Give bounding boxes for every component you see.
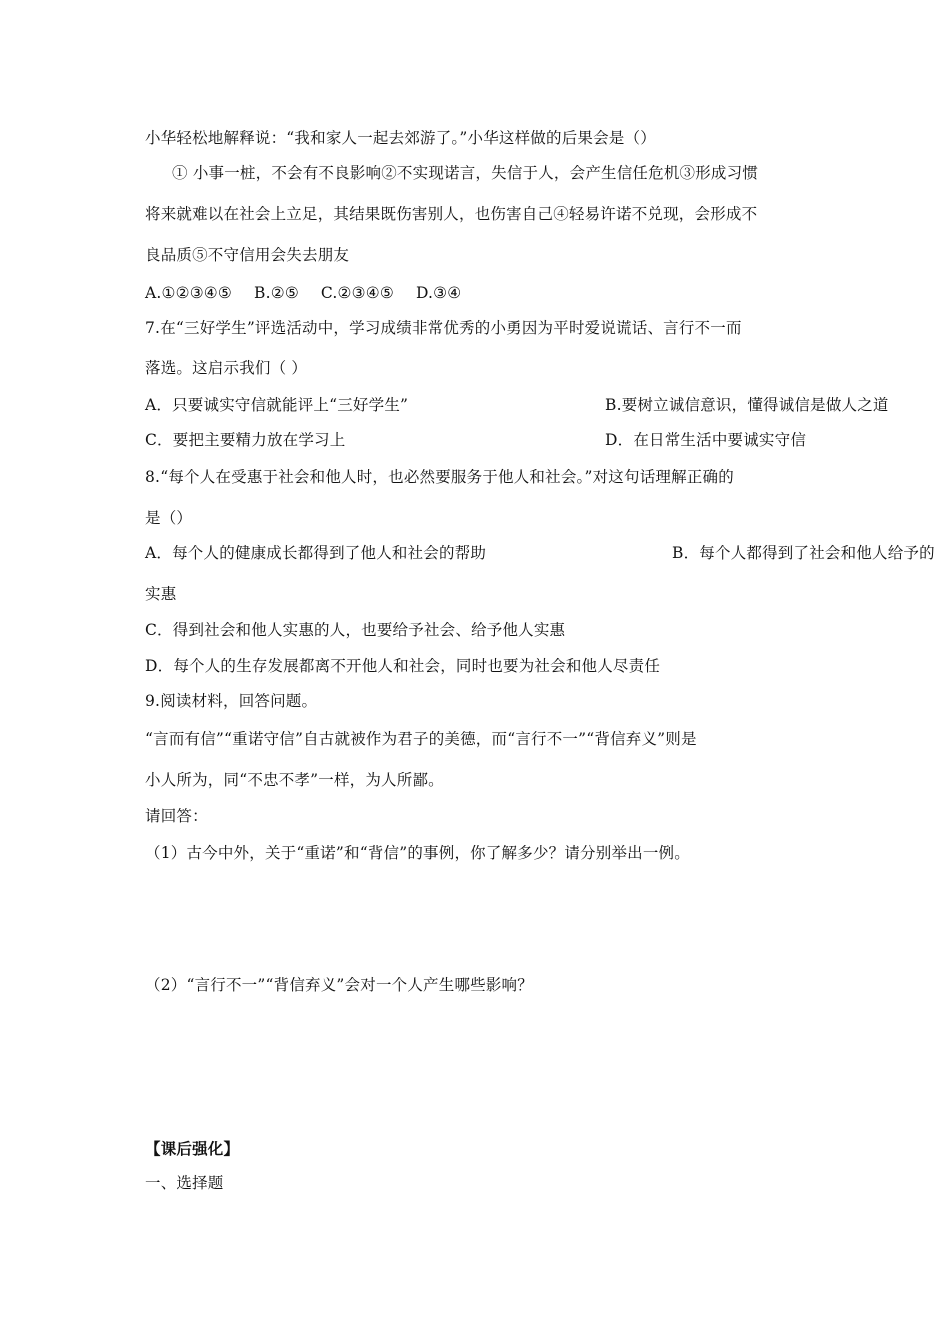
q7-options-row-2 — [145, 430, 807, 450]
section-subtitle: 一、选择题 — [145, 1174, 224, 1192]
q6-items-line-3: 良品质⑤不守信用会失去朋友 — [145, 246, 350, 264]
q8-options-row-1 — [145, 543, 935, 563]
q7-option-c: C．要把主要精力放在学习上 — [145, 431, 346, 449]
q9-material-line-2: 小人所为，同“不忠不孝”一样，为人所鄙。 — [145, 771, 444, 789]
q6-stem-continuation: 小华轻松地解释说：“我和家人一起去郊游了。”小华这样做的后果会是（） — [145, 129, 656, 147]
q9-material-line-1: “言而有信”“重诺守信”自古就被作为君子的美德，而“言行不一”“背信弃义”则是 — [145, 730, 697, 748]
q9-sub-question-1: （1）古今中外，关于“重诺”和“背信”的事例，你了解多少？请分别举出一例。 — [145, 844, 690, 862]
q7-stem-line-1: 7.在“三好学生”评选活动中，学习成绩非常优秀的小勇因为平时爱说谎话、言行不一而 — [145, 319, 742, 337]
q8-option-d: D．每个人的生存发展都离不开他人和社会，同时也要为社会和他人尽责任 — [145, 657, 661, 675]
q7-stem-line-2: 落选。这启示我们（ ） — [145, 359, 308, 377]
q7-option-a: A．只要诚实守信就能评上“三好学生” — [145, 396, 409, 414]
q7-option-b: B.要树立诚信意识，懂得诚信是做人之道 — [605, 396, 889, 414]
q6-option-c: C.②③④⑤ — [320, 284, 394, 302]
q9-stem: 9.阅读材料，回答问题。 — [145, 692, 318, 710]
q8-option-b-line-2: 实惠 — [145, 585, 177, 603]
q8-option-b-line-1: B．每个人都得到了社会和他人给予的 — [672, 544, 935, 562]
q8-option-c: C．得到社会和他人实惠的人，也要给予社会、给予他人实惠 — [145, 621, 566, 639]
q8-stem-line-2: 是（） — [145, 509, 193, 527]
q6-option-a: A.①②③④⑤ — [145, 284, 232, 302]
q7-options-row-1 — [145, 395, 889, 415]
q7-option-d: D．在日常生活中要诚实守信 — [605, 431, 807, 449]
q6-options — [145, 283, 483, 303]
q6-option-d: D.③④ — [415, 284, 462, 302]
q6-items-line-1: ① 小事一桩，不会有不良影响②不实现诺言，失信于人，会产生信任危机③形成习惯 — [172, 164, 759, 182]
q8-stem-line-1: 8.“每个人在受惠于社会和他人时，也必然要服务于他人和社会。”对这句话理解正确的 — [145, 468, 734, 486]
section-title: 【课后强化】 — [145, 1139, 240, 1158]
q9-prompt: 请回答： — [145, 807, 208, 825]
q6-items-line-2: 将来就难以在社会上立足，其结果既伤害别人，也伤害自己④轻易许诺不兑现，会形成不 — [145, 205, 758, 223]
q9-sub-question-2: （2）“言行不一”“背信弃义”会对一个人产生哪些影响？ — [145, 976, 533, 994]
q6-option-b: B.②⑤ — [254, 284, 299, 302]
q8-option-a: A．每个人的健康成长都得到了他人和社会的帮助 — [145, 544, 487, 562]
